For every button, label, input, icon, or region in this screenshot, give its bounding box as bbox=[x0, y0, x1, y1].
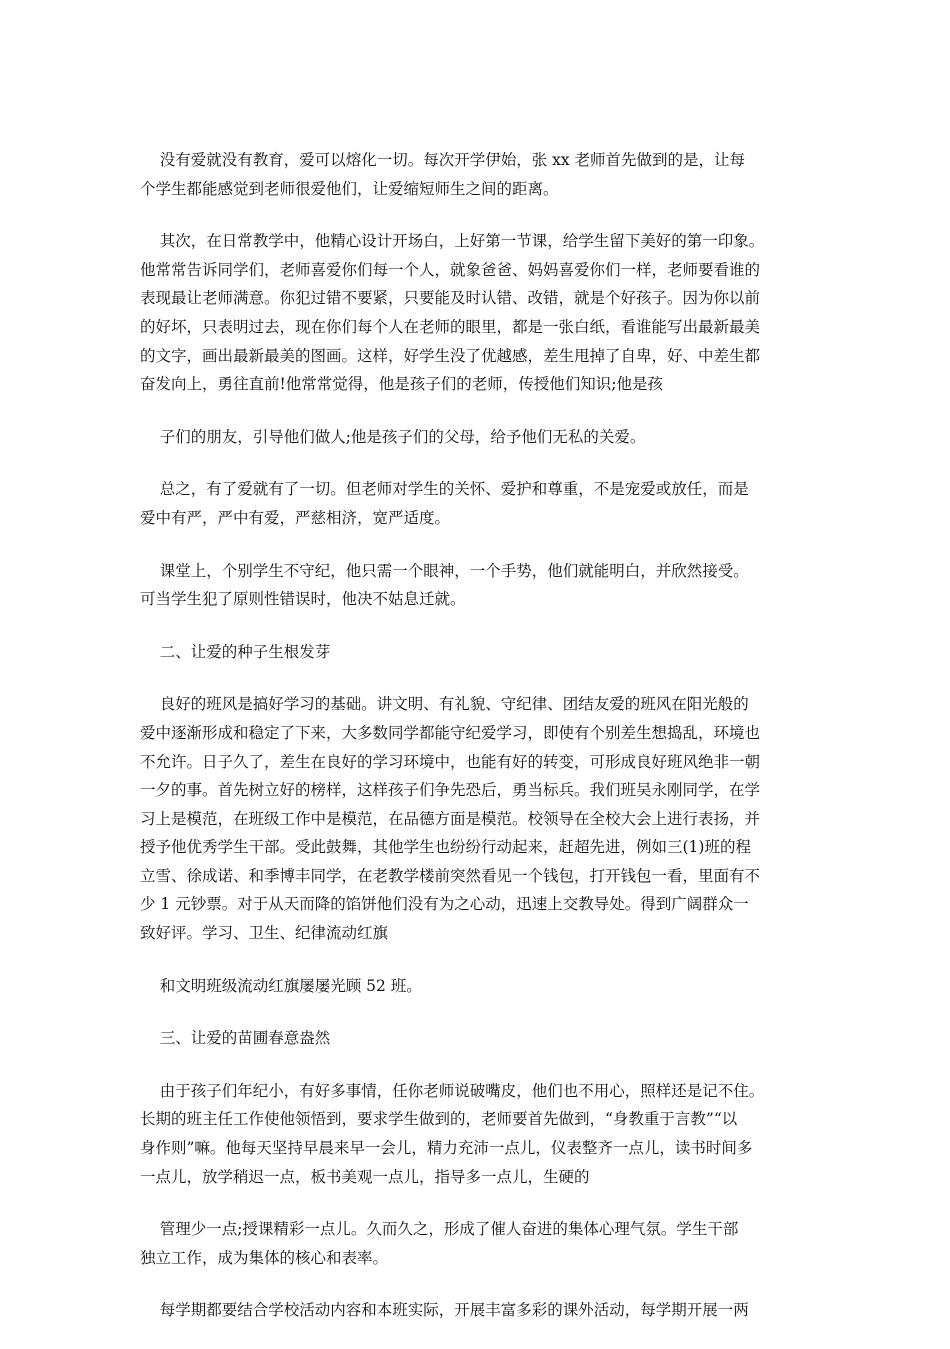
paragraph-line: 的文字，画出最新最美的图画。这样，好学生没了优越感，差生甩掉了自卑，好、中差生都 bbox=[140, 346, 761, 365]
paragraph-line: 致好评。学习、卫生、纪律流动红旗 bbox=[140, 924, 389, 943]
paragraph-line: 课堂上，个别学生不守纪，他只需一个眼神，一个手势，他们就能明白，并欣然接受。 bbox=[140, 561, 749, 580]
paragraph bbox=[140, 1077, 820, 1191]
paragraph-line: 立雪、徐成诺、和季博丰同学，在老教学楼前突然看见一个钱包，打开钱包一看，里面有不 bbox=[140, 866, 761, 885]
paragraph-line: 没有爱就没有教育，爱可以熔化一切。每次开学伊始，张 xx 老师首先做到的是，让每 bbox=[140, 151, 746, 169]
paragraph-line: 个学生都能感觉到老师很爱他们，让爱缩短师生之间的距离。 bbox=[140, 179, 559, 198]
paragraph-line: 的好坏，只表明过去，现在你们每个人在老师的眼里，都是一张白纸，看谁能写出最新最美 bbox=[140, 317, 761, 336]
paragraph-line: 二、让爱的种子生根发芽 bbox=[140, 642, 331, 661]
paragraph bbox=[140, 475, 820, 532]
paragraph-line: 爱中逐渐形成和稳定了下来，大多数同学都能守纪爱学习，即使有个别差生想捣乱，环境也 bbox=[140, 723, 761, 742]
paragraph-line: 一点儿，放学稍迟一点，板书美观一点儿，指导多一点儿，生硬的 bbox=[140, 1167, 590, 1186]
paragraph-line: 爱中有严，严中有爱，严慈相济，宽严适度。 bbox=[140, 508, 451, 527]
paragraph-line: 表现最让老师满意。你犯过错不要紧，只要能及时认错、改错，就是个好孩子。因为你以前 bbox=[140, 289, 761, 308]
paragraph bbox=[140, 146, 820, 203]
paragraph-line: 奋发向上，勇往直前!他常常觉得，他是孩子们的老师，传授他们知识;他是孩 bbox=[140, 375, 663, 394]
paragraph-line: 长期的班主任工作使他领悟到，要求学生做到的，老师要首先做到，“身教重于言教”“以 bbox=[140, 1110, 738, 1129]
paragraph-line: 和文明班级流动红旗屡屡光顾 52 班。 bbox=[140, 976, 422, 995]
paragraph-line: 三、让爱的苗圃春意盎然 bbox=[140, 1029, 331, 1048]
paragraph-line: 少 1 元钞票。对于从天而降的馅饼他们没有为之心动，迅速上交教导处。得到广阔群众一 bbox=[140, 895, 749, 914]
paragraph-line: 一夕的事。首先树立好的榜样，这样孩子们争先恐后，勇当标兵。我们班吴永刚同学，在学 bbox=[140, 781, 761, 800]
paragraph-line: 独立工作，成为集体的核心和表率。 bbox=[140, 1248, 389, 1267]
paragraph bbox=[140, 557, 820, 614]
paragraph bbox=[140, 423, 820, 452]
paragraph-line: 不允许。日子久了，差生在良好的学习环境中，也能有好的转变，可形成良好班风绝非一朝 bbox=[140, 752, 761, 771]
paragraph bbox=[140, 638, 820, 667]
paragraph bbox=[140, 1296, 820, 1325]
paragraph-line: 其次，在日常教学中，他精心设计开场白，上好第一节课，给学生留下美好的第一印象。 bbox=[140, 232, 765, 251]
paragraph bbox=[140, 1215, 820, 1272]
paragraph-line: 管理少一点;授课精彩一点儿。久而久之，形成了催人奋进的集体心理气氛。学生干部 bbox=[140, 1220, 739, 1239]
paragraph bbox=[140, 972, 820, 1001]
paragraph-line: 总之，有了爱就有了一切。但老师对学生的关怀、爱护和尊重，不是宠爱或放任，而是 bbox=[140, 480, 749, 499]
paragraph-line: 子们的朋友，引导他们做人;他是孩子们的父母，给予他们无私的关爱。 bbox=[140, 427, 646, 446]
paragraph bbox=[140, 227, 820, 399]
paragraph-line: 良好的班风是搞好学习的基础。讲文明、有礼貌、守纪律、团结友爱的班风在阳光般的 bbox=[140, 695, 749, 714]
paragraph-line: 可当学生犯了原则性错误时，他决不姑息迁就。 bbox=[140, 590, 466, 609]
paragraph-line: 他常常告诉同学们，老师喜爱你们每一个人，就象爸爸、妈妈喜爱你们一样，老师要看谁的 bbox=[140, 260, 761, 279]
paragraph-line: 由于孩子们年纪小，有好多事情，任你老师说破嘴皮，他们也不用心，照样还是记不住。 bbox=[140, 1081, 765, 1100]
paragraph-line: 身作则”嘛。他每天坚持早晨来早一会儿，精力充沛一点儿，仪表整齐一点儿，读书时间多 bbox=[140, 1139, 753, 1158]
paragraph-line: 授予他优秀学生干部。受此鼓舞，其他学生也纷纷行动起来，赶超先进，例如三(1)班的程 bbox=[140, 838, 751, 857]
paragraph-line: 习上是模范，在班级工作中是模范，在品德方面是模范。校领导在全校大会上进行表扬，并 bbox=[140, 809, 761, 828]
paragraph bbox=[140, 1024, 820, 1053]
paragraph-line: 每学期都要结合学校活动内容和本班实际，开展丰富多彩的课外活动，每学期开展一两 bbox=[140, 1301, 749, 1320]
document-body bbox=[140, 146, 820, 1349]
paragraph bbox=[140, 690, 820, 947]
